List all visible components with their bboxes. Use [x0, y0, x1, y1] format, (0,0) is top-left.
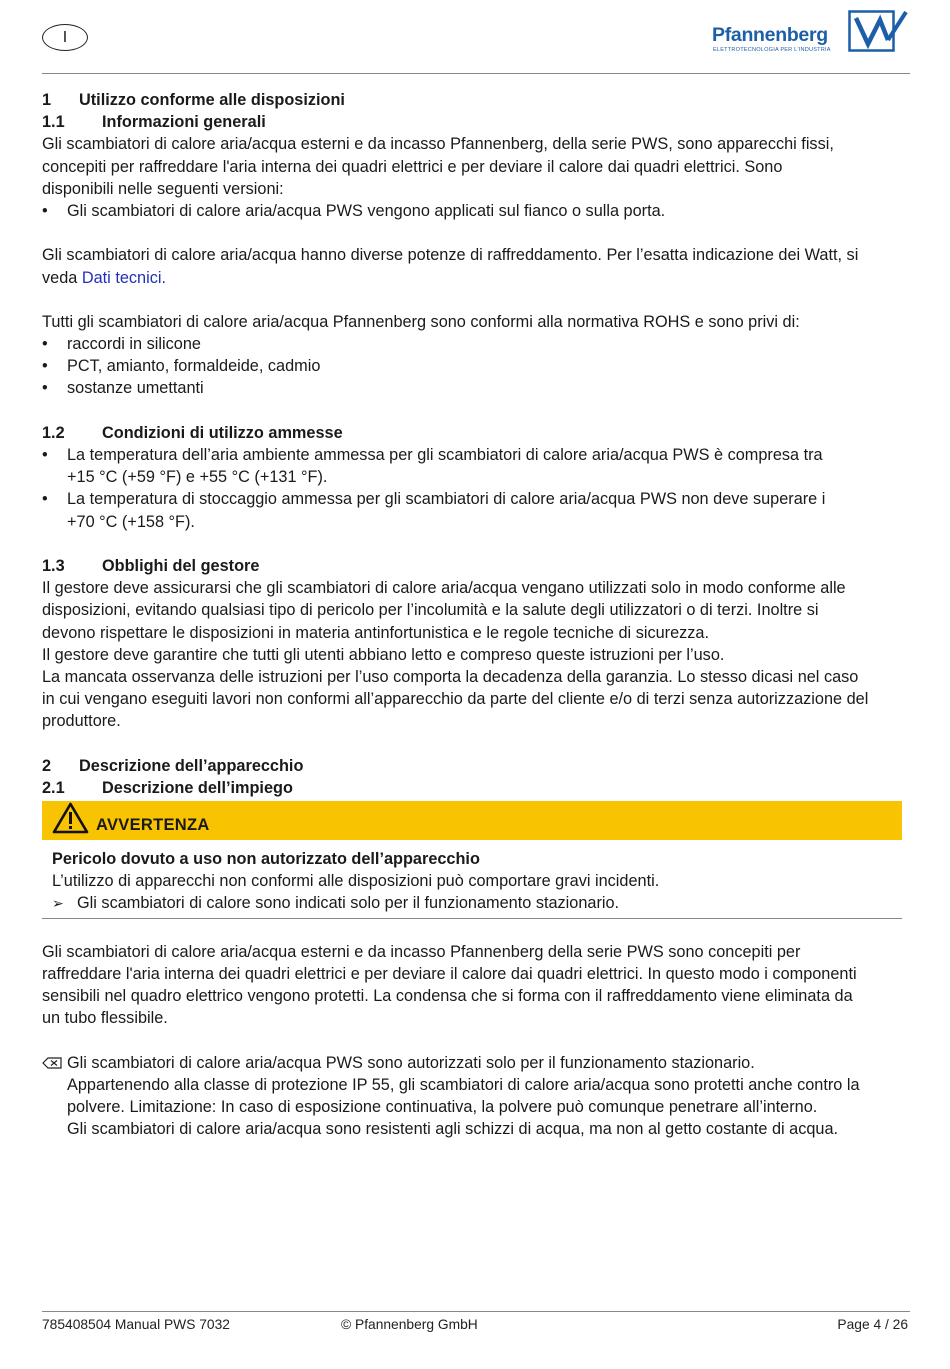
list-item [42, 377, 902, 399]
subsection-number: 1.2 [42, 423, 65, 442]
warning-action [52, 892, 902, 914]
list-item-text: raccordi in silicone [67, 335, 201, 354]
subsection-heading [42, 111, 902, 133]
warning-triangle-icon [52, 802, 89, 834]
paragraph-text: veda [42, 268, 82, 287]
footer-rule [42, 1311, 910, 1312]
bullet-mark: • [42, 335, 48, 354]
list-item-continuation: +70 °C (+158 °F). [67, 512, 195, 531]
paragraph-line [42, 267, 902, 289]
bullet-mark: • [42, 379, 48, 398]
list-item [42, 488, 902, 510]
list-item-text: La temperatura dell’aria ambiente ammessa per gli scambiatori di calore aria/acqua PWS è compresa tra [67, 446, 823, 464]
warning-body [42, 840, 902, 915]
bullet-mark: • [42, 446, 48, 464]
subsection-title: Condizioni di utilizzo ammesse [102, 423, 343, 442]
section-heading [42, 89, 902, 111]
list-item-text: sostanze umettanti [67, 379, 204, 398]
subsection-heading [42, 777, 902, 799]
brand-logo [712, 10, 908, 56]
section-title: Descrizione dell’apparecchio [79, 756, 304, 775]
paragraph-line: in cui vengano eseguiti lavori non conformi all’apparecchio da parte del cliente e/o di terzi senza autorizzazione del [42, 690, 869, 709]
footer-doc-number: 785408504 Manual PWS 7032 [42, 1317, 230, 1332]
paragraph-line: Gli scambiatori di calore aria/acqua esterni e da incasso Pfannenberg, della serie PWS, sono apparecchi fissi, [42, 135, 834, 154]
list-item-text: La temperatura di stoccaggio ammessa per gli scambiatori di calore aria/acqua PWS non deve superare i [67, 490, 826, 509]
list-item [42, 355, 902, 377]
list-item [42, 200, 902, 222]
list-item-continuation: +15 °C (+59 °F) e +55 °C (+131 °F). [67, 468, 328, 487]
paragraph-line: un tubo flessibile. [42, 1009, 168, 1028]
warning-title: Pericolo dovuto a uso non autorizzato dell’apparecchio [52, 850, 480, 868]
warning-label: AVVERTENZA [96, 816, 210, 834]
footer-page-number: Page 4 / 26 [837, 1317, 908, 1332]
delete-key-icon [42, 1057, 62, 1069]
subsection-title: Descrizione dell’impiego [102, 778, 293, 797]
warning-banner [42, 801, 902, 840]
bullet-mark: • [42, 201, 48, 220]
warning-text: L’utilizzo di apparecchi non conformi alle disposizioni può comportare gravi incidenti. [52, 872, 660, 891]
note-continuation: Appartenendo alla classe di protezione IP 55, gli scambiatori di calore aria/acqua sono protetti anche contro la [67, 1075, 860, 1094]
subsection-heading [42, 555, 902, 577]
paragraph-line: disponibili nelle seguenti versioni: [42, 179, 284, 198]
section-title: Utilizzo conforme alle disposizioni [79, 91, 345, 109]
paragraph-line: Il gestore deve assicurarsi che gli scambiatori di calore aria/acqua vengano utilizzati solo in modo conforme alle [42, 579, 846, 598]
language-code: I [62, 28, 68, 46]
subsection-title: Obblighi del gestore [102, 556, 260, 575]
note-text: Gli scambiatori di calore aria/acqua PWS sono autorizzati solo per il funzionamento stazionario. [67, 1053, 755, 1072]
footer-copyright: © Pfannenberg GmbH [341, 1317, 478, 1332]
subsection-number: 1.1 [42, 113, 65, 132]
paragraph-line: disposizioni, evitando qualsiasi tipo di pericolo per l’incolumità e la salute degli utilizzatori o di terzi. Inoltre si [42, 601, 819, 620]
logo-name: Pfannenberg [712, 24, 828, 46]
section-heading [42, 755, 902, 777]
arrow-bullet-icon: ➢ [52, 895, 64, 912]
paragraph-line: Gli scambiatori di calore aria/acqua hanno diverse potenze di raffreddamento. Per l’esatta indicazione dei Watt, si [42, 246, 859, 265]
logo-mark-icon [848, 10, 908, 52]
note-continuation: polvere. Limitazione: In caso di esposizione continuativa, la polvere può comunque penetrare all’interno. [67, 1098, 818, 1117]
subsection-title: Informazioni generali [102, 113, 266, 132]
paragraph-line: raffreddare l'aria interna dei quadri elettrici e per deviare il calore dai quadri elettrici. In questo modo i componenti [42, 964, 857, 983]
section-number: 1 [42, 91, 52, 109]
section-number: 2 [42, 756, 52, 775]
technical-data-link[interactable]: Dati tecnici. [81, 268, 166, 287]
logo-tagline: ELETTROTECNOLOGIA PER L'INDUSTRIA [713, 47, 831, 53]
list-item [42, 333, 902, 355]
language-badge [42, 24, 88, 51]
paragraph-line: Il gestore deve garantire che tutti gli utenti abbiano letto e compreso queste istruzioni per l’uso. [42, 645, 725, 664]
bullet-mark: • [42, 357, 48, 376]
paragraph-line: sensibili nel quadro elettrico vengono protetti. La condensa che si forma con il raffreddamento viene eliminata da [42, 987, 853, 1006]
subsection-number: 1.3 [42, 556, 65, 575]
list-item-text: PCT, amianto, formaldeide, cadmio [67, 357, 321, 376]
note-continuation: Gli scambiatori di calore aria/acqua sono resistenti agli schizzi di acqua, ma non al getto costante di acqua. [67, 1120, 839, 1139]
list-item [42, 444, 902, 466]
subsection-heading [42, 422, 902, 444]
paragraph-line: produttore. [42, 712, 121, 731]
header-rule [42, 73, 910, 74]
paragraph-line: La mancata osservanza delle istruzioni per l’uso comporta la decadenza della garanzia. Lo stesso dicasi nel caso [42, 667, 859, 686]
paragraph-line: Tutti gli scambiatori di calore aria/acqua Pfannenberg sono conformi alla normativa ROHS e sono privi di: [42, 312, 800, 331]
subsection-number: 2.1 [42, 778, 65, 797]
note-item [42, 1052, 902, 1074]
page-content [42, 89, 902, 1140]
bullet-mark: • [42, 490, 48, 509]
paragraph-line: devono rispettare le disposizioni in materia antinfortunistica e le regole tecniche di sicurezza. [42, 623, 709, 642]
paragraph-line: Gli scambiatori di calore aria/acqua esterni e da incasso Pfannenberg della serie PWS sono concepiti per [42, 942, 801, 961]
paragraph-line: concepiti per raffreddare l'aria interna dei quadri elettrici e per deviare il calore dai quadri elettrici. Sono [42, 157, 783, 176]
warning-action-text: Gli scambiatori di calore sono indicati solo per il funzionamento stazionario. [77, 894, 620, 913]
list-item-text: Gli scambiatori di calore aria/acqua PWS vengono applicati sul fianco o sulla porta. [67, 201, 666, 220]
